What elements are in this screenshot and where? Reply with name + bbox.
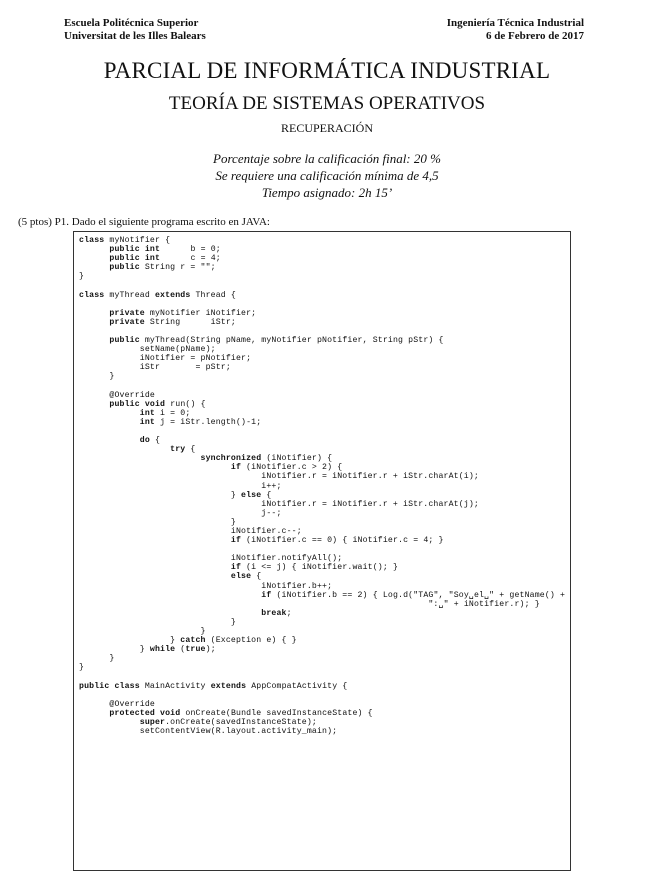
code-line: int j = iStr.length()-1;: [139, 417, 262, 427]
grade-percentage: Porcentaje sobre la calificación final: 20 %: [213, 151, 441, 166]
code-listing: [79, 236, 569, 736]
code-line: ":␣" + iNotifier.r); }: [79, 599, 540, 609]
code-line: int i = 0;: [139, 408, 191, 418]
code-line: else {: [230, 572, 262, 582]
code-line: public class MainActivity extends AppCompatActivity {: [79, 681, 348, 691]
code-line: [79, 382, 569, 391]
header-right: [447, 17, 584, 43]
code-line: if (iNotifier.c == 0) { iNotifier.c = 4; }: [230, 536, 444, 546]
code-line: } catch (Exception e) { }: [79, 636, 297, 646]
code-line: @Override: [79, 699, 155, 709]
code-line: public int c = 4;: [109, 254, 221, 264]
code-line: }: [79, 617, 236, 627]
code-line: [79, 673, 569, 682]
code-line: if (iNotifier.b == 2) { Log.d("TAG", "Soy␣el␣" + getName() +: [261, 590, 566, 600]
code-line: j--;: [79, 508, 282, 518]
code-line: break;: [261, 608, 292, 618]
code-line: iStr = pStr;: [79, 363, 231, 373]
degree-name: Ingeniería Técnica Industrial: [446, 17, 584, 29]
time-allotted: Tiempo asignado: 2h 15’: [261, 185, 393, 200]
code-line: try {: [170, 445, 196, 455]
code-line: [79, 691, 569, 700]
code-line: }: [79, 627, 206, 637]
code-line: public String r = "";: [109, 263, 216, 273]
code-line: iNotifier.r = iNotifier.r + iStr.charAt(i);: [79, 472, 480, 482]
code-line: } while (true);: [79, 645, 216, 655]
code-line: } else {: [79, 490, 272, 500]
code-line: }: [79, 372, 115, 382]
university-name: Universitat de les Illes Balears: [64, 30, 206, 42]
exam-subtitle: TEORÍA DE SISTEMAS OPERATIVOS: [168, 93, 486, 114]
code-line: public int b = 0;: [109, 245, 221, 255]
code-line: }: [79, 663, 85, 673]
minimum-grade: Se requiere una calificación mínima de 4,5: [215, 168, 439, 183]
code-line: do {: [139, 436, 161, 446]
code-line: }: [79, 517, 236, 527]
exam-type: RECUPERACIÓN: [280, 121, 373, 135]
code-line: [79, 327, 569, 336]
code-line: iNotifier = pNotifier;: [79, 354, 252, 364]
code-line: iNotifier.c--;: [79, 527, 302, 536]
code-line: }: [79, 654, 115, 664]
header-left: [64, 17, 206, 43]
code-line: public myThread(String pName, myNotifier pNotifier, String pStr) {: [109, 336, 444, 346]
code-line: if (iNotifier.c > 2) {: [230, 463, 343, 473]
code-line: if (i <= j) { iNotifier.wait(); }: [230, 563, 399, 573]
exam-date: 6 de Febrero de 2017: [486, 30, 584, 42]
code-line: i++;: [79, 481, 282, 491]
exam-title: PARCIAL DE INFORMÁTICA INDUSTRIAL: [103, 58, 551, 83]
code-line: iNotifier.notifyAll();: [79, 554, 343, 564]
code-line: synchronized (iNotifier) {: [200, 454, 333, 464]
code-line: iNotifier.b++;: [79, 581, 333, 591]
code-line: setContentView(R.layout.activity_main);: [79, 727, 338, 737]
school-name: Escuela Politécnica Superior: [64, 17, 199, 29]
code-line: }: [79, 272, 85, 282]
exam-info: [0, 150, 654, 201]
code-line: super.onCreate(savedInstanceState);: [139, 717, 317, 727]
code-line: [79, 545, 569, 554]
code-line: protected void onCreate(Bundle savedInstanceState) {: [109, 708, 373, 718]
code-line: class myThread extends Thread {: [79, 290, 236, 300]
code-line: private myNotifier iNotifier;: [109, 308, 257, 318]
code-line: [79, 281, 569, 290]
code-line: [79, 300, 569, 309]
code-line: @Override: [79, 390, 155, 400]
question-p1: (5 ptos) P1. Dado el siguiente programa escrito en JAVA:: [18, 216, 270, 228]
code-line: private String iStr;: [109, 317, 236, 327]
code-line: iNotifier.r = iNotifier.r + iStr.charAt(j);: [79, 499, 480, 509]
code-line: setName(pName);: [79, 345, 216, 355]
code-line: public void run() {: [109, 399, 206, 409]
code-line: [79, 427, 569, 436]
code-line: class myNotifier {: [79, 236, 171, 245]
